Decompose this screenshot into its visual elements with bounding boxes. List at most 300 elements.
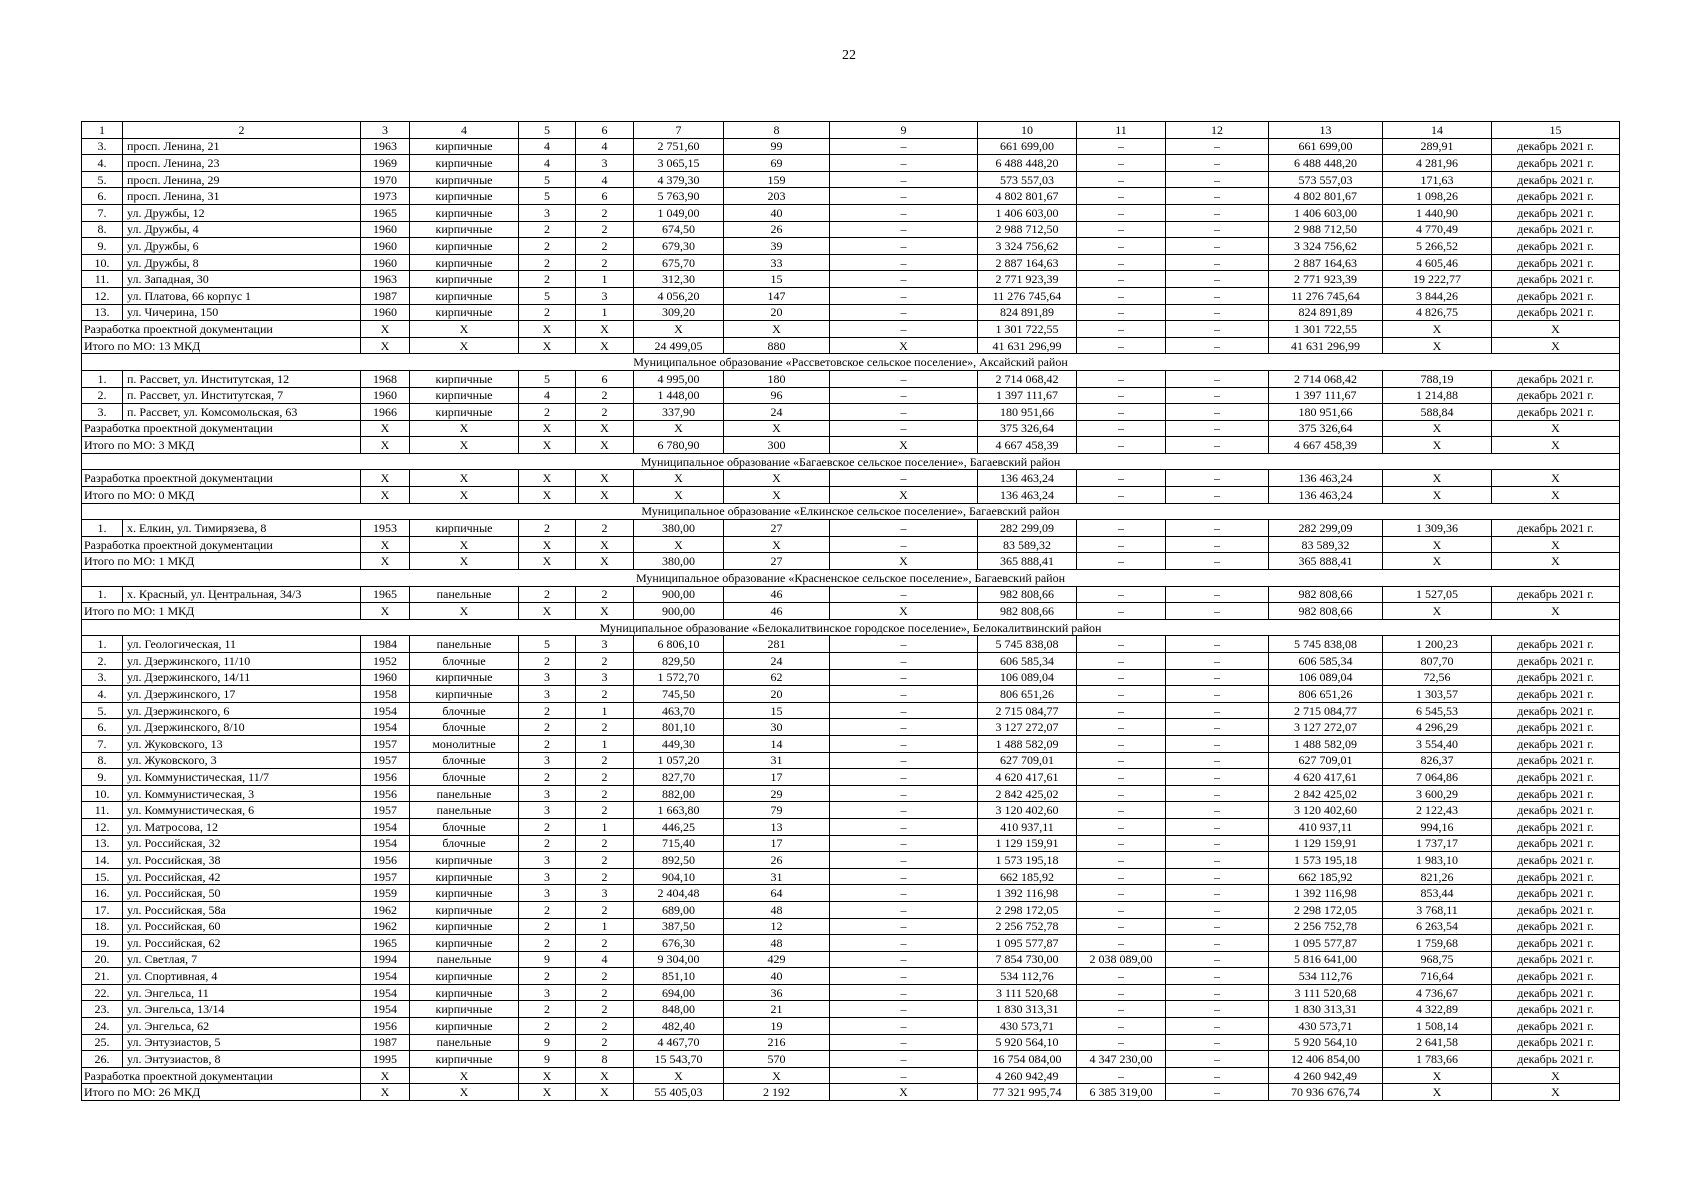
column-number: 3 [361,122,410,139]
column-number: 9 [830,122,978,139]
table-cell: 5 [519,188,576,205]
table-cell: 1 397 111,67 [978,387,1077,404]
table-row [82,735,1620,752]
table-cell: блочные [410,752,519,769]
section-title: Муниципальное образование «Рассветовское сельское поселение», Аксайский район [82,354,1620,371]
table-cell: ул. Энтузиастов, 8 [123,1051,361,1068]
table-cell: – [830,868,978,885]
table-cell: – [830,1018,978,1035]
table-cell: 27 [724,520,830,537]
table-cell: декабрь 2021 г. [1492,852,1620,869]
table-cell: кирпичные [410,204,519,221]
table-cell: 826,37 [1383,752,1492,769]
table-cell: панельные [410,951,519,968]
table-cell: декабрь 2021 г. [1492,752,1620,769]
table-cell: 106 089,04 [1269,669,1383,686]
table-cell: кирпичные [410,901,519,918]
table-cell: 2 [519,769,576,786]
table-cell: 2 256 752,78 [978,918,1077,935]
table-cell: кирпичные [410,188,519,205]
table-cell: – [1077,735,1166,752]
table-row [82,752,1620,769]
table-cell: 446,25 [634,818,724,835]
table-cell: X [830,487,978,504]
table-cell: 694,00 [634,984,724,1001]
table-cell: 13 [724,818,830,835]
table-cell: X [519,603,576,620]
table-cell: 4 296,29 [1383,719,1492,736]
table-cell: ул. Матросова, 12 [123,818,361,835]
table-cell: 5 745 838,08 [978,636,1077,653]
column-number: 8 [724,122,830,139]
table-cell: – [1166,420,1269,437]
table-cell: блочные [410,769,519,786]
table-cell: 627 709,01 [978,752,1077,769]
table-cell: – [1077,818,1166,835]
section-header-row [82,453,1620,470]
table-cell: 2 [576,868,634,885]
table-cell: – [1077,487,1166,504]
table-cell: X [1492,603,1620,620]
table-cell: 1 392 116,98 [1269,885,1383,902]
table-cell: – [1166,653,1269,670]
table-cell: кирпичные [410,1001,519,1018]
table-row [82,802,1620,819]
table-cell: 2 [576,204,634,221]
table-row [82,238,1620,255]
table-cell: 55 405,03 [634,1084,724,1101]
table-cell: 1 214,88 [1383,387,1492,404]
table-cell: – [830,470,978,487]
summary-label: Разработка проектной документации [82,420,361,437]
table-cell: 2 [576,901,634,918]
table-cell: 745,50 [634,686,724,703]
table-cell: 2 [519,238,576,255]
table-cell: X [724,487,830,504]
table-cell: 6 [576,370,634,387]
table-cell: п. Рассвет, ул. Институтская, 7 [123,387,361,404]
table-cell: 2 [576,404,634,421]
summary-row [82,487,1620,504]
table-cell: декабрь 2021 г. [1492,387,1620,404]
table-cell: 3 065,15 [634,155,724,172]
table-cell: 2 [519,818,576,835]
table-cell: 180 [724,370,830,387]
table-cell: X [1383,470,1492,487]
table-cell: X [634,487,724,504]
table-cell: ул. Дружбы, 8 [123,254,361,271]
table-cell: – [830,204,978,221]
table-cell: – [830,155,978,172]
table-cell: X [1492,1084,1620,1101]
table-cell: 3 [576,669,634,686]
table-cell: декабрь 2021 г. [1492,1034,1620,1051]
table-cell: X [361,437,410,454]
table-cell: – [1077,204,1166,221]
table-cell: 851,10 [634,968,724,985]
table-cell: кирпичные [410,852,519,869]
table-row [82,719,1620,736]
table-cell: ул. Коммунистическая, 11/7 [123,769,361,786]
table-cell: 11 276 745,64 [978,287,1077,304]
table-cell: – [830,802,978,819]
table-cell: 2. [82,653,123,670]
table-cell: 1984 [361,636,410,653]
table-cell: 2 714 068,42 [978,370,1077,387]
table-cell: ул. Спортивная, 4 [123,968,361,985]
table-cell: X [576,536,634,553]
table-cell: 83 589,32 [978,536,1077,553]
table-cell: 2 [576,238,634,255]
table-row [82,370,1620,387]
table-cell: X [519,337,576,354]
table-cell: 2 887 164,63 [978,254,1077,271]
table-cell: 1 129 159,91 [1269,835,1383,852]
table-cell: 3 [576,155,634,172]
table-cell: 17. [82,901,123,918]
table-row [82,686,1620,703]
table-cell: 2 988 712,50 [978,221,1077,238]
table-cell: 2 [519,1001,576,1018]
table-cell: 26 [724,221,830,238]
table-cell: 1965 [361,586,410,603]
column-number-row [82,122,1620,139]
table-cell: X [361,337,410,354]
column-number: 1 [82,122,123,139]
table-cell: 2. [82,387,123,404]
table-cell: 3 [519,885,576,902]
table-cell: 2 771 923,39 [1269,271,1383,288]
summary-label: Разработка проектной документации [82,536,361,553]
page-number: 22 [842,48,856,63]
table-cell: кирпичные [410,271,519,288]
table-cell: – [1077,752,1166,769]
table-cell: декабрь 2021 г. [1492,1001,1620,1018]
summary-label: Разработка проектной документации [82,470,361,487]
table-cell: – [830,918,978,935]
table-cell: 1 [576,918,634,935]
table-cell: ул. Платова, 66 корпус 1 [123,287,361,304]
table-cell: 1 573 195,18 [1269,852,1383,869]
table-cell: 1954 [361,968,410,985]
table-cell: 300 [724,437,830,454]
table-cell: – [1166,171,1269,188]
table-cell: – [1166,1084,1269,1101]
table-cell: 8 [576,1051,634,1068]
table-cell: 2 [576,835,634,852]
table-cell: 2 [519,968,576,985]
table-cell: декабрь 2021 г. [1492,802,1620,819]
table-cell: ул. Российская, 32 [123,835,361,852]
table-row [82,1034,1620,1051]
table-cell: X [410,603,519,620]
summary-row [82,437,1620,454]
table-cell: ул. Российская, 62 [123,935,361,952]
table-cell: X [1492,536,1620,553]
table-cell: 2 842 425,02 [978,785,1077,802]
table-cell: просп. Ленина, 23 [123,155,361,172]
table-cell: 1957 [361,868,410,885]
table-cell: 1. [82,586,123,603]
table-cell: X [1383,536,1492,553]
table-cell: – [1166,553,1269,570]
table-cell: X [410,437,519,454]
table-cell: блочные [410,653,519,670]
table-cell: 2 [519,304,576,321]
table-cell: 1 095 577,87 [1269,935,1383,952]
table-cell: 282 299,09 [1269,520,1383,537]
table-cell: 14 [724,735,830,752]
table-cell: 2 [519,935,576,952]
table-cell: декабрь 2021 г. [1492,304,1620,321]
table-cell: 1954 [361,702,410,719]
table-cell: 24. [82,1018,123,1035]
table-cell: X [724,420,830,437]
table-cell: – [830,1001,978,1018]
table-row [82,769,1620,786]
table-cell: 2 842 425,02 [1269,785,1383,802]
table-cell: ул. Российская, 58а [123,901,361,918]
table-cell: 679,30 [634,238,724,255]
table-cell: декабрь 2021 г. [1492,686,1620,703]
table-cell: 25. [82,1034,123,1051]
table-cell: 2 887 164,63 [1269,254,1383,271]
table-cell: X [576,420,634,437]
table-cell: 41 631 296,99 [978,337,1077,354]
table-cell: 3 554,40 [1383,735,1492,752]
table-cell: – [1077,901,1166,918]
table-cell: – [1077,287,1166,304]
table-cell: декабрь 2021 г. [1492,918,1620,935]
table-cell: 2 [576,586,634,603]
table-cell: 1 440,90 [1383,204,1492,221]
table-cell: декабрь 2021 г. [1492,968,1620,985]
table-cell: 15. [82,868,123,885]
table-cell: 1 527,05 [1383,586,1492,603]
table-cell: 1. [82,520,123,537]
table-cell: 13. [82,304,123,321]
table-cell: 3 768,11 [1383,901,1492,918]
table-cell: 1994 [361,951,410,968]
table-row [82,404,1620,421]
table-cell: – [830,1034,978,1051]
table-cell: 203 [724,188,830,205]
table-cell: X [519,420,576,437]
table-cell: 9 [519,1051,576,1068]
table-cell: 6 488 448,20 [1269,155,1383,172]
section-header-row [82,570,1620,587]
table-cell: 1969 [361,155,410,172]
table-cell: декабрь 2021 г. [1492,188,1620,205]
table-cell: 15 [724,271,830,288]
table-cell: 1 301 722,55 [978,321,1077,338]
table-cell: декабрь 2021 г. [1492,935,1620,952]
summary-row [82,1084,1620,1101]
table-cell: декабрь 2021 г. [1492,769,1620,786]
table-cell: 482,40 [634,1018,724,1035]
table-cell: 337,90 [634,404,724,421]
table-cell: декабрь 2021 г. [1492,835,1620,852]
table-cell: декабрь 2021 г. [1492,287,1620,304]
table-cell: панельные [410,636,519,653]
table-cell: – [830,287,978,304]
table-cell: 5 816 641,00 [1269,951,1383,968]
table-cell: 2 [576,1018,634,1035]
table-cell: 882,00 [634,785,724,802]
table-cell: 2 [519,221,576,238]
table-cell: 36 [724,984,830,1001]
table-cell: ул. Дзержинского, 8/10 [123,719,361,736]
table-cell: 171,63 [1383,171,1492,188]
summary-row [82,1067,1620,1084]
table-cell: 26 [724,852,830,869]
table-cell: 7. [82,204,123,221]
table-cell: X [410,321,519,338]
table-cell: блочные [410,702,519,719]
table-cell: 2 122,43 [1383,802,1492,819]
table-row [82,271,1620,288]
table-cell: X [1383,437,1492,454]
table-cell: 365 888,41 [978,553,1077,570]
table-cell: – [830,669,978,686]
table-cell: ул. Коммунистическая, 3 [123,785,361,802]
table-cell: просп. Ленина, 21 [123,138,361,155]
table-cell: 880 [724,337,830,354]
table-cell: – [830,752,978,769]
table-cell: ул. Энгельса, 11 [123,984,361,1001]
table-cell: 33 [724,254,830,271]
table-cell: 573 557,03 [1269,171,1383,188]
table-cell: X [1492,470,1620,487]
table-cell: – [1166,487,1269,504]
table-cell: 1 488 582,09 [978,735,1077,752]
table-cell: 2 404,48 [634,885,724,902]
table-cell: 3 844,26 [1383,287,1492,304]
table-cell: 106 089,04 [978,669,1077,686]
table-cell: – [1077,603,1166,620]
table-cell: 4 [519,138,576,155]
table-cell: ул. Дружбы, 6 [123,238,361,255]
table-cell: – [1166,287,1269,304]
table-cell: 4. [82,155,123,172]
table-cell: ул. Дружбы, 12 [123,204,361,221]
table-cell: 1957 [361,735,410,752]
table-cell: 4 056,20 [634,287,724,304]
table-cell: блочные [410,835,519,852]
table-cell: 2 [576,221,634,238]
table-cell: 4 620 417,61 [978,769,1077,786]
table-cell: 11 276 745,64 [1269,287,1383,304]
table-cell: 2 [576,852,634,869]
table-cell: блочные [410,818,519,835]
table-cell: 6 [576,188,634,205]
table-cell: X [1492,437,1620,454]
table-cell: 19 [724,1018,830,1035]
table-cell: 2 038 089,00 [1077,951,1166,968]
column-number: 10 [978,122,1077,139]
table-cell: кирпичные [410,1051,519,1068]
table-cell: ул. Западная, 30 [123,271,361,288]
table-cell: 2 [519,901,576,918]
table-cell: – [1166,304,1269,321]
table-cell: 2 [576,686,634,703]
table-cell: 380,00 [634,553,724,570]
table-cell: 2 715 084,77 [978,702,1077,719]
table-cell: 2 [576,1001,634,1018]
table-cell: – [1166,636,1269,653]
table-cell: 4 826,75 [1383,304,1492,321]
table-cell: 1995 [361,1051,410,1068]
table-cell: 429 [724,951,830,968]
table-cell: – [1166,204,1269,221]
table-cell: – [1166,735,1269,752]
table-cell: – [1166,984,1269,1001]
table-cell: 6 545,53 [1383,702,1492,719]
table-cell: 788,19 [1383,370,1492,387]
table-cell: ул. Геологическая, 11 [123,636,361,653]
table-row [82,155,1620,172]
table-cell: – [830,404,978,421]
table-cell: ул. Жуковского, 13 [123,735,361,752]
table-cell: – [1166,968,1269,985]
table-cell: декабрь 2021 г. [1492,586,1620,603]
table-cell: кирпичные [410,669,519,686]
table-cell: 7. [82,735,123,752]
table-cell: 5 [519,287,576,304]
table-cell: – [830,818,978,835]
table-cell: 1 129 159,91 [978,835,1077,852]
table-cell: 1 [576,304,634,321]
table-row [82,138,1620,155]
table-cell: 1954 [361,835,410,852]
table-cell: декабрь 2021 г. [1492,984,1620,1001]
table-cell: 10. [82,254,123,271]
table-cell: – [1077,304,1166,321]
section-title: Муниципальное образование «Елкинское сельское поселение», Багаевский район [82,503,1620,520]
column-number: 14 [1383,122,1492,139]
table-cell: 1 573 195,18 [978,852,1077,869]
table-cell: п. Рассвет, ул. Комсомольская, 63 [123,404,361,421]
section-header-row [82,503,1620,520]
table-cell: 31 [724,868,830,885]
table-cell: – [830,785,978,802]
table-cell: 8. [82,221,123,238]
table-cell: X [1383,487,1492,504]
column-number: 4 [410,122,519,139]
table-cell: X [361,420,410,437]
table-cell: монолитные [410,735,519,752]
table-cell: 4 667 458,39 [978,437,1077,454]
table-cell: 661 699,00 [978,138,1077,155]
table-cell: – [1077,835,1166,852]
table-cell: 24 [724,653,830,670]
table-cell: X [361,603,410,620]
table-cell: 1960 [361,387,410,404]
table-cell: 2 [576,387,634,404]
table-cell: – [830,188,978,205]
table-cell: – [1166,669,1269,686]
table-cell: 2 256 752,78 [1269,918,1383,935]
table-row [82,818,1620,835]
table-row [82,304,1620,321]
summary-label: Итого по МО: 3 МКД [82,437,361,454]
table-cell: – [830,769,978,786]
table-row [82,586,1620,603]
table-cell: 1987 [361,1034,410,1051]
table-cell: 5 266,52 [1383,238,1492,255]
table-cell: 1960 [361,304,410,321]
column-number: 5 [519,122,576,139]
